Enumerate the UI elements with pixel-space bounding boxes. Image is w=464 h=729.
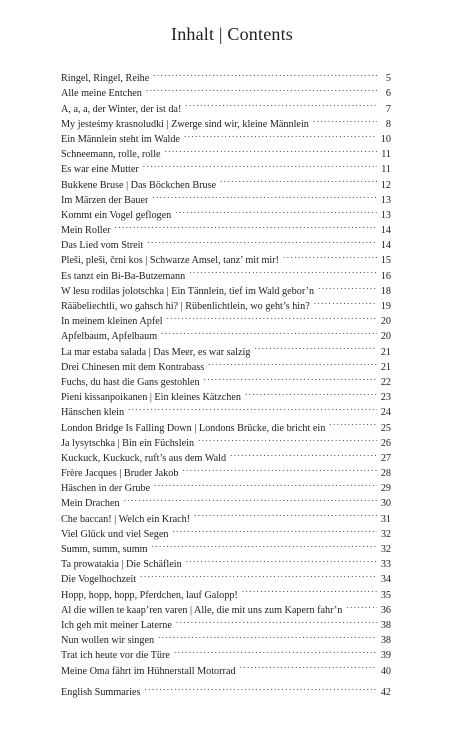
dot-leader	[143, 157, 377, 172]
entry-page-number: 32	[380, 544, 391, 555]
entry-title: A, a, a, der Winter, der ist da!	[61, 103, 182, 115]
dot-leader	[313, 112, 377, 127]
entry-title: Mein Drachen	[61, 498, 120, 510]
entry-page-number: 27	[380, 452, 391, 464]
entry-page-number: 29	[380, 483, 391, 495]
dot-leader	[154, 476, 377, 491]
entry-page-number: 24	[380, 407, 391, 419]
entry-title: Nun wollen wir singen	[61, 635, 155, 647]
dot-leader	[175, 203, 377, 218]
entry-page-number: 14	[380, 240, 391, 252]
dot-leader	[208, 355, 377, 370]
dot-leader	[172, 522, 376, 537]
dot-leader	[174, 643, 377, 658]
dot-leader	[161, 324, 377, 339]
dot-leader	[152, 188, 376, 203]
entry-title: Kommt ein Vogel geflogen	[61, 209, 172, 221]
dot-leader	[204, 370, 377, 385]
entry-page-number: 25	[380, 422, 391, 434]
entry-title: Meine Oma fährt im Hühnerstall Motorrad	[61, 665, 236, 677]
entry-page-number: 32	[380, 528, 391, 540]
entry-page-number: 35	[380, 589, 391, 601]
entry-title: Apfelbaum, Apfelbaum	[61, 331, 158, 343]
entry-title: Ja lysytschka | Bin ein Füchslein	[61, 437, 195, 449]
entry-page-number: 11	[381, 164, 391, 176]
entry-title: Ein Männlein steht im Walde	[61, 133, 180, 145]
entry-title: Pieni kissanpoikanen | Ein kleines Kätzchen	[61, 392, 241, 404]
entry-page-number: 42	[380, 687, 391, 699]
dot-leader	[176, 613, 377, 628]
entry-title: Schneemann, rolle, rolle	[61, 149, 161, 161]
page-title: Inhalt | Contents	[171, 24, 293, 44]
entry-title: In meinem kleinen Apfel	[61, 316, 163, 328]
entry-title: Ringel, Ringel, Reihe	[61, 73, 150, 85]
entry-page-number: 21	[380, 361, 391, 373]
entry-title: Summ, summ, summ	[61, 544, 148, 555]
entry-title: Ich geh mit meiner Laterne	[61, 619, 172, 631]
entry-page-number: 39	[380, 650, 391, 662]
dot-leader	[230, 446, 377, 461]
dot-leader	[140, 567, 377, 582]
entry-title: Es war eine Mutter	[61, 164, 139, 176]
entry-page-number: 5	[385, 73, 391, 85]
entry-page-number: 38	[380, 619, 391, 631]
dot-leader	[242, 582, 377, 597]
dot-leader	[167, 309, 377, 324]
entry-page-number: 14	[380, 225, 391, 237]
dot-leader	[220, 172, 377, 187]
entry-page-number: 18	[380, 285, 391, 297]
entry-title: Es tanzt ein Bi-Ba-Butzemann	[61, 270, 186, 282]
dot-leader	[165, 142, 377, 157]
entry-title: Che baccan! | Welch ein Krach!	[61, 513, 191, 525]
entry-page-number: 11	[381, 149, 391, 161]
entry-page-number: 15	[380, 255, 391, 267]
dot-leader	[318, 279, 377, 294]
entry-page-number: 7	[385, 103, 391, 115]
entry-title: Fuchs, du hast die Gans gestohlen	[61, 376, 200, 388]
dot-leader	[329, 415, 376, 430]
entry-page-number: 12	[380, 179, 391, 191]
dot-leader	[152, 537, 377, 552]
entry-page-number: 26	[380, 437, 391, 449]
dot-leader	[185, 96, 377, 111]
dot-leader	[189, 263, 377, 278]
table-of-contents	[61, 66, 391, 677]
dot-leader	[184, 127, 377, 142]
entry-page-number: 36	[380, 604, 391, 616]
entry-page-number: 16	[380, 270, 391, 282]
entry-page-number: 20	[380, 331, 391, 343]
dot-leader	[346, 598, 376, 613]
entry-page-number: 10	[380, 133, 391, 145]
appendix-contents	[61, 680, 391, 699]
entry-title: Hänschen klein	[61, 407, 125, 419]
entry-page-number: 13	[380, 194, 391, 206]
entry-title: Die Vogelhochzeit	[61, 574, 137, 586]
dot-leader	[254, 339, 376, 354]
dot-leader	[194, 506, 377, 521]
entry-page-number: 8	[385, 118, 391, 130]
dot-leader	[198, 431, 377, 446]
entry-page-number: 13	[380, 209, 391, 221]
entry-title: La mar estaba salada | Das Meer, es war salzig	[61, 346, 251, 358]
dot-leader	[245, 385, 377, 400]
entry-page-number: 20	[380, 316, 391, 328]
entry-title: My jesteśmy krasnoludki | Zwerge sind wir, kleine Männlein	[61, 118, 309, 130]
dot-leader	[147, 233, 376, 248]
entry-title: Pleši, pleši, črni kos | Schwarze Amsel, tanz’ mit mir!	[61, 255, 280, 267]
dot-leader	[186, 552, 377, 567]
dot-leader	[314, 294, 377, 309]
entry-title: Frère Jacques | Bruder Jakob	[61, 468, 179, 480]
entry-title: Das Lied vom Streit	[61, 240, 144, 252]
entry-title: Mein Roller	[61, 225, 111, 237]
dot-leader	[145, 680, 377, 695]
entry-title: Trat ich heute vor die Türe	[61, 650, 170, 662]
dot-leader	[182, 461, 376, 476]
entry-page-number: 6	[385, 88, 391, 100]
entry-page-number: 28	[380, 468, 391, 480]
entry-page-number: 30	[380, 498, 391, 510]
toc-entry	[61, 66, 391, 85]
entry-title: Im Märzen der Bauer	[61, 194, 149, 206]
dot-leader	[146, 81, 377, 96]
toc-appendix-entry	[61, 680, 391, 699]
entry-title: Ta prowatakia | Die Schäflein	[61, 559, 182, 571]
entry-title: Viel Glück und viel Segen	[61, 528, 169, 540]
entry-page-number: 40	[380, 665, 391, 677]
entry-page-number: 22	[380, 376, 391, 388]
entry-page-number: 31	[380, 513, 391, 525]
entry-page-number: 21	[380, 346, 391, 358]
dot-leader	[283, 248, 377, 263]
entry-title: Rääbeliechtli, wo gahsch hi? | Rübenlichtlein, wo geht’s hin?	[61, 301, 310, 312]
dot-leader	[240, 658, 377, 673]
entry-page-number: 23	[380, 392, 391, 404]
entry-page-number: 38	[380, 635, 391, 647]
entry-title: Alle meine Entchen	[61, 88, 142, 100]
entry-title: Kuckuck, Kuckuck, ruft’s aus dem Wald	[61, 452, 227, 464]
dot-leader	[115, 218, 377, 233]
entry-page-number: 33	[380, 559, 391, 571]
entry-title: Hopp, hopp, hopp, Pferdchen, lauf Galopp!	[61, 589, 238, 601]
dot-leader	[128, 400, 377, 415]
entry-title: Bukkene Bruse | Das Böckchen Bruse	[61, 179, 217, 191]
entry-title: London Bridge Is Falling Down | Londons Brücke, die bricht ein	[61, 422, 326, 434]
dot-leader	[153, 66, 377, 81]
entry-title: Drei Chinesen mit dem Kontrabass	[61, 361, 205, 373]
entry-page-number: 19	[380, 301, 391, 312]
entry-title: W lesu rodilas jolotschka | Ein Tännlein, tief im Wald gebor’n	[61, 285, 315, 297]
dot-leader	[124, 491, 377, 506]
entry-title: Häschen in der Grube	[61, 483, 151, 495]
entry-page-number: 34	[380, 574, 391, 586]
entry-title: Al die willen te kaap’ren varen | Alle, die mit uns zum Kapern fahr’n	[61, 604, 343, 616]
entry-title: English Summaries	[61, 687, 141, 699]
dot-leader	[158, 628, 377, 643]
